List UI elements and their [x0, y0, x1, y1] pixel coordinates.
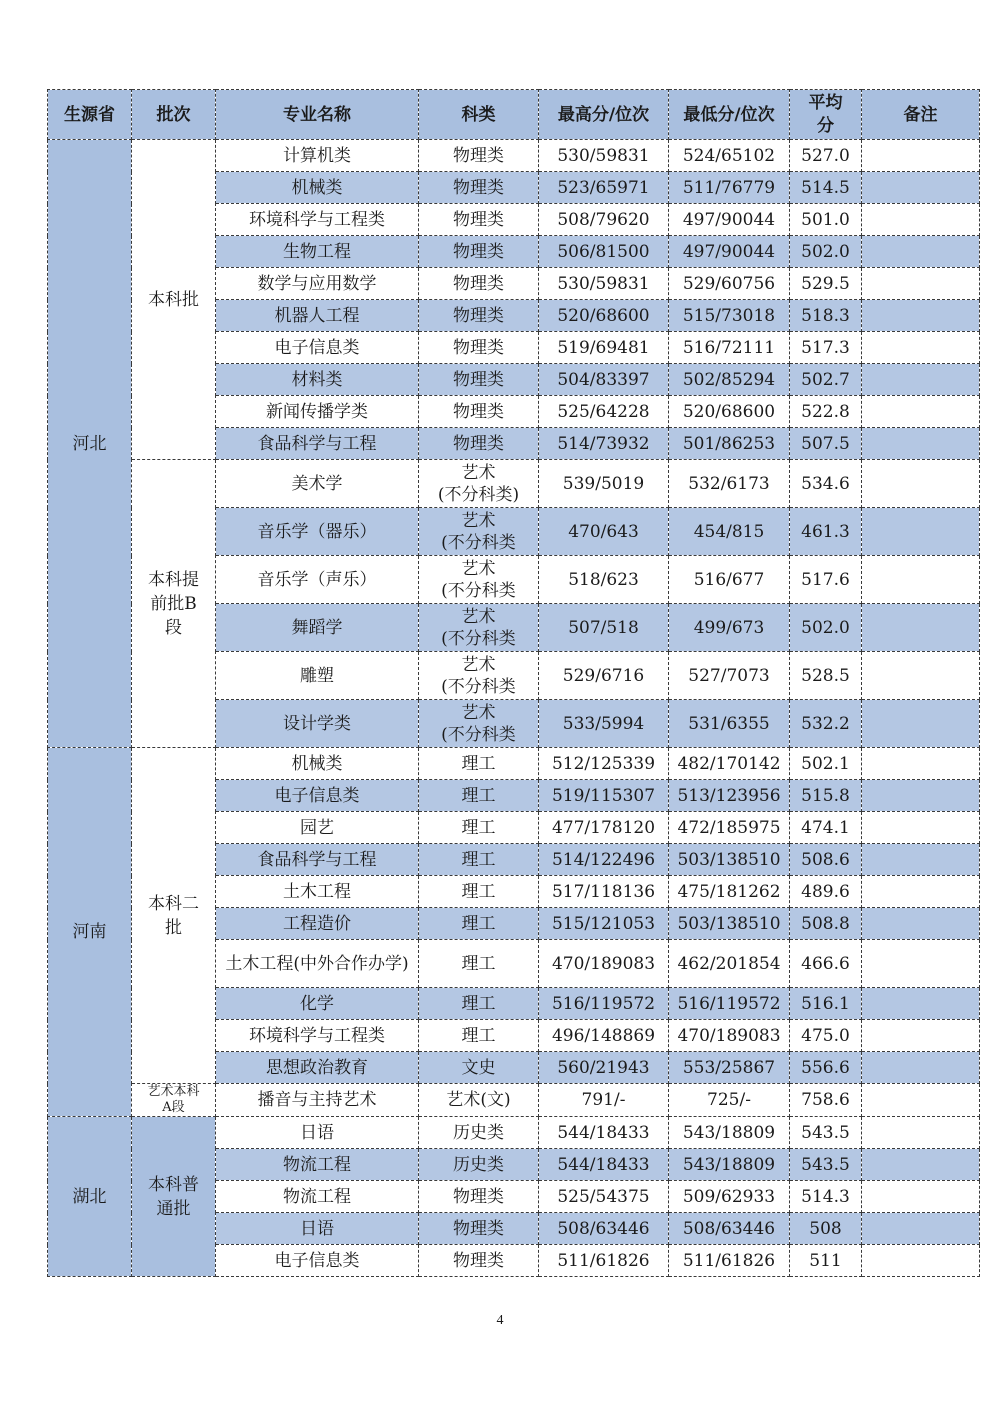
note-cell	[862, 236, 980, 268]
max-score-rank-cell: 525/54375	[539, 1181, 669, 1213]
average-cell: 461.3	[790, 508, 862, 556]
max-score-rank-cell: 530/59831	[539, 140, 669, 172]
min-score-rank-cell: 515/73018	[669, 300, 790, 332]
max-score-rank-cell: 506/81500	[539, 236, 669, 268]
category-cell: 理工	[419, 748, 539, 780]
category-cell: 物理类	[419, 268, 539, 300]
note-cell	[862, 876, 980, 908]
min-score-rank-cell: 725/-	[669, 1084, 790, 1117]
major-cell: 物流工程	[216, 1181, 419, 1213]
max-score-rank-cell: 519/69481	[539, 332, 669, 364]
major-cell: 电子信息类	[216, 332, 419, 364]
min-score-rank-cell: 497/90044	[669, 236, 790, 268]
province-cell: 湖北	[48, 1117, 132, 1277]
min-score-rank-cell: 532/6173	[669, 460, 790, 508]
major-cell: 环境科学与工程类	[216, 1020, 419, 1052]
category-cell: 艺术 (不分科类	[419, 652, 539, 700]
max-score-rank-cell: 470/189083	[539, 940, 669, 988]
major-cell: 土木工程	[216, 876, 419, 908]
min-score-rank-cell: 520/68600	[669, 396, 790, 428]
average-cell: 514.5	[790, 172, 862, 204]
category-cell: 艺术 (不分科类	[419, 604, 539, 652]
average-cell: 508.6	[790, 844, 862, 876]
average-cell: 508.8	[790, 908, 862, 940]
category-cell: 物理类	[419, 236, 539, 268]
average-cell: 527.0	[790, 140, 862, 172]
category-cell: 理工	[419, 812, 539, 844]
major-cell: 生物工程	[216, 236, 419, 268]
max-score-rank-cell: 530/59831	[539, 268, 669, 300]
min-score-rank-cell: 529/60756	[669, 268, 790, 300]
max-score-rank-cell: 560/21943	[539, 1052, 669, 1084]
min-score-rank-cell: 553/25867	[669, 1052, 790, 1084]
average-cell: 522.8	[790, 396, 862, 428]
category-cell: 艺术 (不分科类)	[419, 460, 539, 508]
major-cell: 物流工程	[216, 1149, 419, 1181]
major-cell: 工程造价	[216, 908, 419, 940]
average-cell: 758.6	[790, 1084, 862, 1117]
category-cell: 艺术(文)	[419, 1084, 539, 1117]
note-cell	[862, 844, 980, 876]
average-cell: 543.5	[790, 1117, 862, 1149]
category-cell: 物理类	[419, 300, 539, 332]
min-score-rank-cell: 508/63446	[669, 1213, 790, 1245]
average-cell: 532.2	[790, 700, 862, 748]
header-batch: 批次	[132, 90, 216, 140]
category-cell: 物理类	[419, 332, 539, 364]
batch-cell: 艺术本科 A段	[132, 1084, 216, 1117]
max-score-rank-cell: 504/83397	[539, 364, 669, 396]
average-cell: 556.6	[790, 1052, 862, 1084]
category-cell: 物理类	[419, 1245, 539, 1277]
average-cell: 543.5	[790, 1149, 862, 1181]
note-cell	[862, 396, 980, 428]
min-score-rank-cell: 499/673	[669, 604, 790, 652]
max-score-rank-cell: 518/623	[539, 556, 669, 604]
min-score-rank-cell: 454/815	[669, 508, 790, 556]
note-cell	[862, 172, 980, 204]
category-cell: 物理类	[419, 204, 539, 236]
max-score-rank-cell: 519/115307	[539, 780, 669, 812]
category-cell: 理工	[419, 876, 539, 908]
category-cell: 理工	[419, 988, 539, 1020]
major-cell: 播音与主持艺术	[216, 1084, 419, 1117]
min-score-rank-cell: 516/72111	[669, 332, 790, 364]
note-cell	[862, 780, 980, 812]
table-row	[48, 460, 980, 508]
header-min-score-rank: 最低分/位次	[669, 90, 790, 140]
batch-cell: 本科提 前批B 段	[132, 460, 216, 748]
province-cell: 河南	[48, 748, 132, 1117]
min-score-rank-cell: 511/76779	[669, 172, 790, 204]
major-cell: 音乐学（器乐）	[216, 508, 419, 556]
header-category: 科类	[419, 90, 539, 140]
min-score-rank-cell: 462/201854	[669, 940, 790, 988]
note-cell	[862, 1213, 980, 1245]
min-score-rank-cell: 503/138510	[669, 844, 790, 876]
category-cell: 艺术 (不分科类	[419, 556, 539, 604]
min-score-rank-cell: 502/85294	[669, 364, 790, 396]
average-cell: 474.1	[790, 812, 862, 844]
note-cell	[862, 1149, 980, 1181]
category-cell: 理工	[419, 908, 539, 940]
header-province: 生源省	[48, 90, 132, 140]
category-cell: 艺术 (不分科类	[419, 700, 539, 748]
note-cell	[862, 300, 980, 332]
note-cell	[862, 428, 980, 460]
note-cell	[862, 1020, 980, 1052]
major-cell: 食品科学与工程	[216, 844, 419, 876]
header-average: 平均 分	[790, 90, 862, 140]
note-cell	[862, 1117, 980, 1149]
max-score-rank-cell: 508/63446	[539, 1213, 669, 1245]
page-number: 4	[496, 1313, 504, 1328]
average-cell: 534.6	[790, 460, 862, 508]
major-cell: 环境科学与工程类	[216, 204, 419, 236]
max-score-rank-cell: 507/518	[539, 604, 669, 652]
category-cell: 文史	[419, 1052, 539, 1084]
note-cell	[862, 988, 980, 1020]
category-cell: 物理类	[419, 1181, 539, 1213]
major-cell: 舞蹈学	[216, 604, 419, 652]
note-cell	[862, 140, 980, 172]
major-cell: 电子信息类	[216, 780, 419, 812]
major-cell: 机械类	[216, 172, 419, 204]
note-cell	[862, 364, 980, 396]
batch-cell: 本科二 批	[132, 748, 216, 1084]
note-cell	[862, 1052, 980, 1084]
max-score-rank-cell: 516/119572	[539, 988, 669, 1020]
max-score-rank-cell: 791/-	[539, 1084, 669, 1117]
min-score-rank-cell: 497/90044	[669, 204, 790, 236]
min-score-rank-cell: 475/181262	[669, 876, 790, 908]
note-cell	[862, 332, 980, 364]
note-cell	[862, 1084, 980, 1117]
average-cell: 466.6	[790, 940, 862, 988]
batch-cell: 本科批	[132, 140, 216, 460]
min-score-rank-cell: 524/65102	[669, 140, 790, 172]
header-notes: 备注	[862, 90, 980, 140]
batch-cell: 本科普 通批	[132, 1117, 216, 1277]
major-cell: 化学	[216, 988, 419, 1020]
min-score-rank-cell: 513/123956	[669, 780, 790, 812]
table-row	[48, 140, 980, 172]
min-score-rank-cell: 482/170142	[669, 748, 790, 780]
header-major: 专业名称	[216, 90, 419, 140]
average-cell: 528.5	[790, 652, 862, 700]
note-cell	[862, 508, 980, 556]
average-cell: 489.6	[790, 876, 862, 908]
major-cell: 音乐学（声乐）	[216, 556, 419, 604]
average-cell: 502.0	[790, 236, 862, 268]
average-cell: 475.0	[790, 1020, 862, 1052]
note-cell	[862, 1245, 980, 1277]
min-score-rank-cell: 516/677	[669, 556, 790, 604]
min-score-rank-cell: 543/18809	[669, 1117, 790, 1149]
max-score-rank-cell: 517/118136	[539, 876, 669, 908]
major-cell: 数学与应用数学	[216, 268, 419, 300]
major-cell: 园艺	[216, 812, 419, 844]
average-cell: 518.3	[790, 300, 862, 332]
major-cell: 美术学	[216, 460, 419, 508]
category-cell: 历史类	[419, 1149, 539, 1181]
average-cell: 502.7	[790, 364, 862, 396]
category-cell: 理工	[419, 1020, 539, 1052]
max-score-rank-cell: 544/18433	[539, 1117, 669, 1149]
major-cell: 电子信息类	[216, 1245, 419, 1277]
min-score-rank-cell: 501/86253	[669, 428, 790, 460]
province-cell: 河北	[48, 140, 132, 748]
min-score-rank-cell: 509/62933	[669, 1181, 790, 1213]
min-score-rank-cell: 527/7073	[669, 652, 790, 700]
max-score-rank-cell: 523/65971	[539, 172, 669, 204]
note-cell	[862, 556, 980, 604]
category-cell: 理工	[419, 780, 539, 812]
average-cell: 511	[790, 1245, 862, 1277]
header-max-score-rank: 最高分/位次	[539, 90, 669, 140]
note-cell	[862, 908, 980, 940]
major-cell: 食品科学与工程	[216, 428, 419, 460]
max-score-rank-cell: 511/61826	[539, 1245, 669, 1277]
major-cell: 日语	[216, 1117, 419, 1149]
category-cell: 艺术 (不分科类	[419, 508, 539, 556]
average-cell: 514.3	[790, 1181, 862, 1213]
header-row	[48, 90, 980, 140]
note-cell	[862, 812, 980, 844]
category-cell: 物理类	[419, 428, 539, 460]
note-cell	[862, 1181, 980, 1213]
category-cell: 理工	[419, 844, 539, 876]
note-cell	[862, 652, 980, 700]
major-cell: 设计学类	[216, 700, 419, 748]
note-cell	[862, 604, 980, 652]
max-score-rank-cell: 525/64228	[539, 396, 669, 428]
max-score-rank-cell: 529/6716	[539, 652, 669, 700]
min-score-rank-cell: 516/119572	[669, 988, 790, 1020]
category-cell: 理工	[419, 940, 539, 988]
average-cell: 507.5	[790, 428, 862, 460]
major-cell: 新闻传播学类	[216, 396, 419, 428]
max-score-rank-cell: 496/148869	[539, 1020, 669, 1052]
average-cell: 516.1	[790, 988, 862, 1020]
major-cell: 雕塑	[216, 652, 419, 700]
max-score-rank-cell: 514/73932	[539, 428, 669, 460]
max-score-rank-cell: 515/121053	[539, 908, 669, 940]
max-score-rank-cell: 514/122496	[539, 844, 669, 876]
category-cell: 物理类	[419, 1213, 539, 1245]
average-cell: 501.0	[790, 204, 862, 236]
major-cell: 日语	[216, 1213, 419, 1245]
average-cell: 502.1	[790, 748, 862, 780]
note-cell	[862, 700, 980, 748]
min-score-rank-cell: 470/189083	[669, 1020, 790, 1052]
note-cell	[862, 460, 980, 508]
major-cell: 机械类	[216, 748, 419, 780]
major-cell: 机器人工程	[216, 300, 419, 332]
category-cell: 物理类	[419, 172, 539, 204]
max-score-rank-cell: 470/643	[539, 508, 669, 556]
table-row	[48, 748, 980, 780]
major-cell: 思想政治教育	[216, 1052, 419, 1084]
note-cell	[862, 940, 980, 988]
note-cell	[862, 268, 980, 300]
table-row	[48, 1084, 980, 1117]
average-cell: 508	[790, 1213, 862, 1245]
category-cell: 历史类	[419, 1117, 539, 1149]
average-cell: 517.3	[790, 332, 862, 364]
category-cell: 物理类	[419, 396, 539, 428]
min-score-rank-cell: 472/185975	[669, 812, 790, 844]
average-cell: 502.0	[790, 604, 862, 652]
note-cell	[862, 748, 980, 780]
max-score-rank-cell: 520/68600	[539, 300, 669, 332]
admission-score-table	[47, 89, 980, 1277]
average-cell: 515.8	[790, 780, 862, 812]
min-score-rank-cell: 503/138510	[669, 908, 790, 940]
max-score-rank-cell: 512/125339	[539, 748, 669, 780]
category-cell: 物理类	[419, 364, 539, 396]
major-cell: 材料类	[216, 364, 419, 396]
min-score-rank-cell: 531/6355	[669, 700, 790, 748]
max-score-rank-cell: 544/18433	[539, 1149, 669, 1181]
major-cell: 土木工程(中外合作办学)	[216, 940, 419, 988]
table-row	[48, 1117, 980, 1149]
max-score-rank-cell: 533/5994	[539, 700, 669, 748]
min-score-rank-cell: 543/18809	[669, 1149, 790, 1181]
max-score-rank-cell: 539/5019	[539, 460, 669, 508]
major-cell: 计算机类	[216, 140, 419, 172]
max-score-rank-cell: 508/79620	[539, 204, 669, 236]
note-cell	[862, 204, 980, 236]
category-cell: 物理类	[419, 140, 539, 172]
average-cell: 517.6	[790, 556, 862, 604]
min-score-rank-cell: 511/61826	[669, 1245, 790, 1277]
max-score-rank-cell: 477/178120	[539, 812, 669, 844]
average-cell: 529.5	[790, 268, 862, 300]
